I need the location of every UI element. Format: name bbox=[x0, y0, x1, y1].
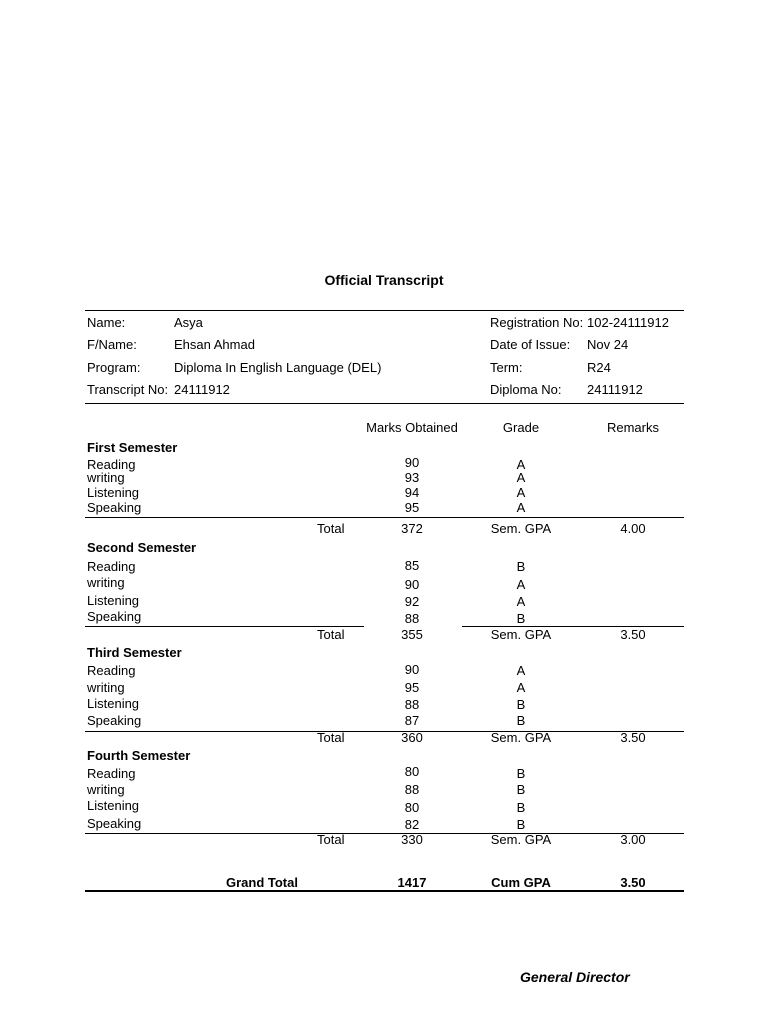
semester-2-total: 355 bbox=[401, 627, 423, 642]
name-value: Asya bbox=[174, 315, 203, 330]
program-label: Program: bbox=[87, 360, 141, 375]
registration-no-value: 102-24111912 bbox=[587, 315, 669, 330]
semester-2-gpa: 3.50 bbox=[620, 627, 646, 642]
semester-1-subject-3: Listening bbox=[87, 485, 140, 500]
semester-2-grade-4: B bbox=[516, 611, 526, 626]
semester-1-gpa-label: Sem. GPA bbox=[490, 521, 552, 536]
transcript-no-value: 24111912 bbox=[174, 382, 230, 397]
semester-2-marks-3: 92 bbox=[404, 594, 420, 609]
semester-3-subject-3: Listening bbox=[87, 696, 140, 711]
semester-4-total-label: Total bbox=[317, 832, 345, 847]
cum-gpa-value: 3.50 bbox=[620, 875, 646, 890]
signature-title: General Director bbox=[520, 969, 630, 985]
semester-4-title: Fourth Semester bbox=[87, 748, 191, 763]
semester-2-total-label: Total bbox=[317, 627, 345, 642]
transcript-no-label: Transcript No: bbox=[87, 382, 169, 397]
registration-no-label: Registration No: bbox=[490, 315, 584, 330]
program-value: Diploma In English Language (DEL) bbox=[174, 360, 382, 375]
semester-3-marks-2: 95 bbox=[404, 680, 420, 695]
fname-label: F/Name: bbox=[87, 337, 137, 352]
semester-4-marks-1: 80 bbox=[404, 764, 420, 779]
semester-3-marks-4: 87 bbox=[404, 713, 420, 728]
semester-1-grade-1: A bbox=[516, 457, 526, 472]
semester-3-subject-1: Reading bbox=[87, 663, 136, 678]
term-label: Term: bbox=[490, 360, 523, 375]
semester-1-subject-2: writing bbox=[87, 470, 125, 485]
semester-2-subject-1: Reading bbox=[87, 559, 136, 574]
semester-1-marks-4: 95 bbox=[404, 500, 420, 515]
header-bottom-rule bbox=[85, 403, 684, 404]
fname-value: Ehsan Ahmad bbox=[174, 337, 255, 352]
semester-1-marks-3: 94 bbox=[404, 485, 420, 500]
remarks-column-header: Remarks bbox=[606, 420, 659, 435]
semester-4-marks-3: 80 bbox=[404, 800, 420, 815]
diploma-no-label: Diploma No: bbox=[490, 382, 562, 397]
semester-3-total-label: Total bbox=[317, 730, 345, 745]
semester-1-gpa: 4.00 bbox=[620, 521, 646, 536]
semester-1-marks-1: 90 bbox=[404, 455, 420, 470]
marks-column-header: Marks Obtained bbox=[366, 420, 458, 435]
semester-1-title: First Semester bbox=[87, 440, 178, 455]
semester-2-subject-4: Speaking bbox=[87, 609, 142, 624]
term-value: R24 bbox=[587, 360, 611, 375]
semester-1-subject-1: Reading bbox=[87, 457, 136, 472]
semester-4-gpa-label: Sem. GPA bbox=[490, 832, 552, 847]
semester-1-grade-3: A bbox=[516, 485, 526, 500]
semester-2-grade-3: A bbox=[516, 594, 526, 609]
semester-3-subject-2: writing bbox=[87, 680, 125, 695]
name-label: Name: bbox=[87, 315, 126, 330]
semester-3-gpa-label: Sem. GPA bbox=[490, 730, 552, 745]
grade-column-header: Grade bbox=[502, 420, 540, 435]
grand-total-rule bbox=[85, 890, 684, 892]
semester-3-subject-4: Speaking bbox=[87, 713, 142, 728]
semester-3-total: 360 bbox=[401, 730, 423, 745]
semester-2-gpa-label: Sem. GPA bbox=[490, 627, 552, 642]
semester-2-marks-2: 90 bbox=[404, 577, 420, 592]
grand-total-label: Grand Total bbox=[226, 875, 298, 890]
semester-3-grade-4: B bbox=[516, 713, 526, 728]
semester-1-grade-4: A bbox=[516, 500, 526, 515]
semester-4-marks-4: 82 bbox=[404, 817, 420, 832]
date-of-issue-value: Nov 24 bbox=[587, 337, 629, 352]
page-title: Official Transcript bbox=[324, 272, 444, 288]
semester-2-marks-1: 85 bbox=[404, 558, 420, 573]
grand-total-value: 1417 bbox=[397, 875, 427, 890]
semester-3-title: Third Semester bbox=[87, 645, 182, 660]
diploma-no-value: 24111912 bbox=[587, 382, 643, 397]
semester-1-subject-4: Speaking bbox=[87, 500, 142, 515]
semester-3-gpa: 3.50 bbox=[620, 730, 646, 745]
semester-3-grade-3: B bbox=[516, 697, 526, 712]
semester-3-marks-1: 90 bbox=[404, 662, 420, 677]
semester-4-grade-3: B bbox=[516, 800, 526, 815]
semester-4-grade-1: B bbox=[516, 766, 526, 781]
semester-2-marks-4: 88 bbox=[404, 611, 420, 626]
semester-4-total: 330 bbox=[401, 832, 423, 847]
semester-1-total-label: Total bbox=[317, 521, 345, 536]
semester-3-grade-2: A bbox=[516, 680, 526, 695]
semester-2-subject-2: writing bbox=[87, 575, 125, 590]
semester-4-grade-4: B bbox=[516, 817, 526, 832]
semester-4-gpa: 3.00 bbox=[620, 832, 646, 847]
semester-4-marks-2: 88 bbox=[404, 782, 420, 797]
semester-4-subject-1: Reading bbox=[87, 766, 136, 781]
semester-3-grade-1: A bbox=[516, 663, 526, 678]
semester-4-subject-3: Listening bbox=[87, 798, 140, 813]
date-of-issue-label: Date of Issue: bbox=[490, 337, 571, 352]
semester-1-total: 372 bbox=[401, 521, 423, 536]
semester-4-subject-4: Speaking bbox=[87, 816, 142, 831]
cum-gpa-label: Cum GPA bbox=[491, 875, 551, 890]
semester-2-title: Second Semester bbox=[87, 540, 197, 555]
semester-1-grade-2: A bbox=[516, 470, 526, 485]
semester-2-grade-1: B bbox=[516, 559, 526, 574]
semester-4-subject-2: writing bbox=[87, 782, 125, 797]
semester-1-marks-2: 93 bbox=[404, 470, 420, 485]
semester-2-subject-3: Listening bbox=[87, 593, 140, 608]
semester-2-grade-2: A bbox=[516, 577, 526, 592]
semester-1-rule bbox=[85, 517, 684, 518]
semester-3-marks-3: 88 bbox=[404, 697, 420, 712]
header-top-rule bbox=[85, 310, 684, 311]
semester-4-grade-2: B bbox=[516, 782, 526, 797]
